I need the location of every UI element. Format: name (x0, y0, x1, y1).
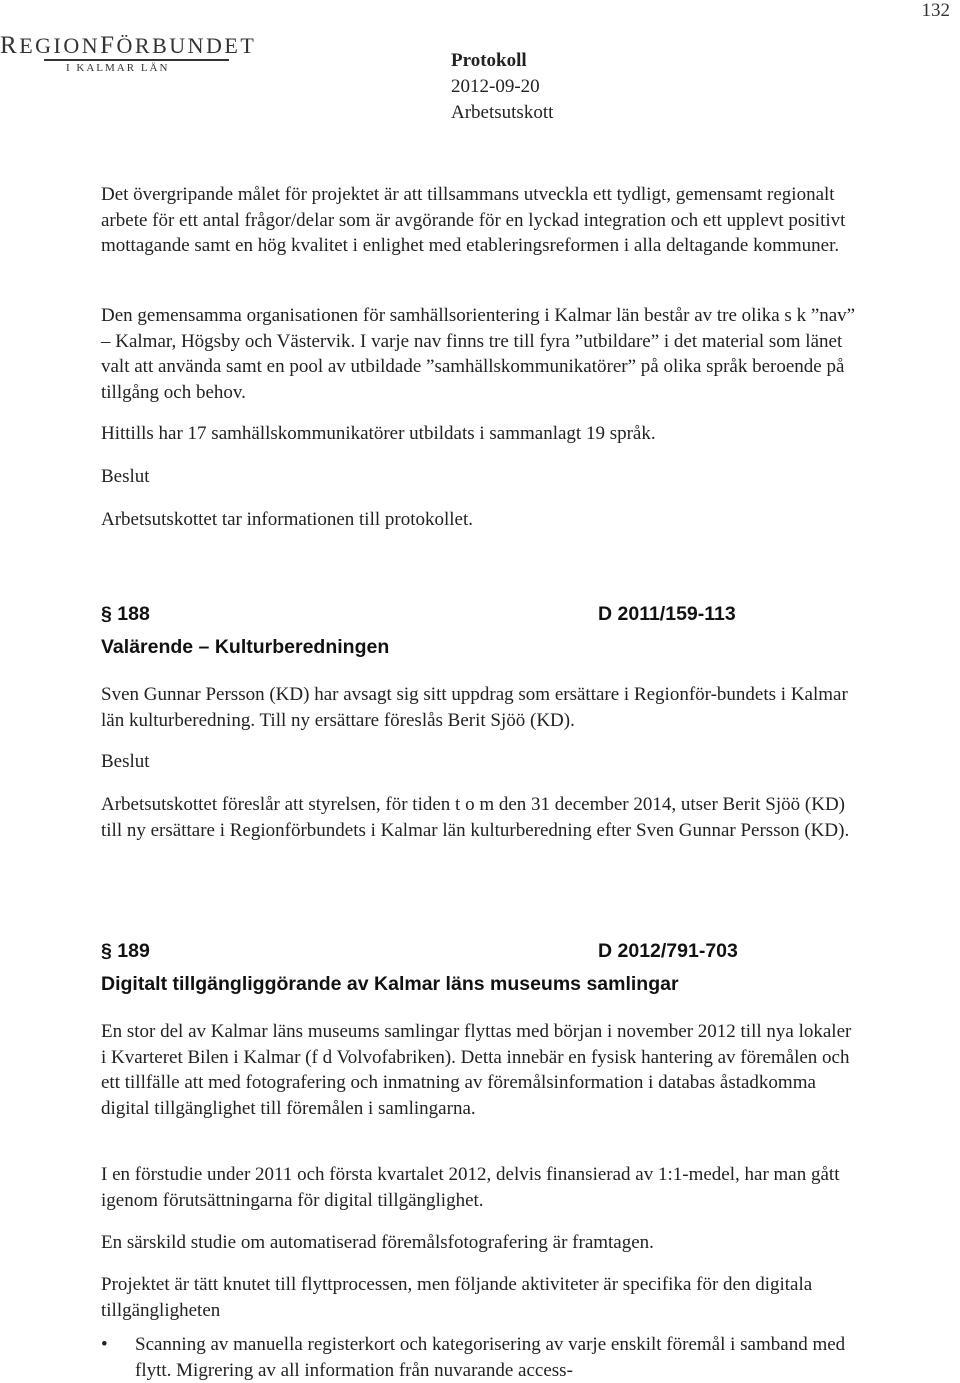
logo-rule (44, 59, 229, 61)
diary-number: D 2011/159-113 (598, 603, 736, 625)
intro-decision: Arbetsutskottet tar informationen till protokollet. (101, 509, 474, 530)
section-number: § 188 (101, 603, 150, 625)
bullet-icon: • (101, 1334, 108, 1355)
section-number: § 189 (101, 940, 150, 962)
beslut-label: Beslut (101, 466, 150, 487)
document-header (451, 48, 553, 126)
section-189-paragraph-prestudy: I en förstudie under 2011 och första kvartalet 2012, delvis finansierad av 1:1-medel, har man gått igenom förutsättningarna för digital tillgänglighet. (101, 1164, 840, 1211)
logo-wordmark: REGIONFÖRBUNDET (0, 32, 257, 59)
section-188-paragraph: Sven Gunnar Persson (KD) har avsagt sig sitt uppdrag som ersättare i Regionför-bundets i Kalmar län kulturberedning. Till ny ersättare föreslås Berit Sjöö (KD). (101, 684, 848, 731)
section-title: Valärende – Kulturberedningen (101, 636, 390, 658)
section-title: Digitalt tillgängliggörande av Kalmar läns museums samlingar (101, 973, 679, 995)
section-189-paragraph-photo: En särskild studie om automatiserad föremålsfotografering är framtagen. (101, 1232, 654, 1253)
section-188-decision: Arbetsutskottet föreslår att styrelsen, för tiden t o m den 31 december 2014, utser Berit Sjöö (KD) till ny ersättare i Regionförbundets i Kalmar län kulturberedning efter Sven Gunnar Persson (KD). (101, 794, 850, 841)
organization-logo (0, 34, 256, 75)
meeting-date: 2012-09-20 (451, 76, 540, 97)
section-189-paragraph-move: En stor del av Kalmar läns museums samlingar flyttas med början i november 2012 till nya lokaler i Kvarteret Bilen i Kalmar (f d Volvofabriken). Detta innebär en fysisk hantering av föremålen och ett tillfälle att med fotografering och inmatning av föremålsinformation i databas åstadkomma digital tillgänglighet till föremålen i samlingarna. (101, 1021, 852, 1119)
diary-number: D 2012/791-703 (598, 940, 738, 962)
page-number: 132 (921, 0, 950, 21)
section-189-paragraph-activities: Projektet är tätt knutet till flyttprocessen, men följande aktiviteter är specifika för den digitala tillgängligheten (101, 1274, 813, 1321)
document-type: Protokoll (451, 50, 527, 71)
beslut-label: Beslut (101, 751, 150, 772)
intro-paragraph-count: Hittills har 17 samhällskommunikatörer utbildats i sammanlagt 19 språk. (101, 423, 656, 444)
list-item-text: Scanning av manuella registerkort och kategorisering av varje enskilt föremål i samband med flytt. Migrering av all information från nuvarande access- (135, 1334, 846, 1381)
intro-paragraph-organisation: Den gemensamma organisationen för samhällsorientering i Kalmar län består av tre olika s k ”nav” – Kalmar, Högsby och Västervik. I varje nav finns tre till fyra ”utbildare” i det material som länet valt att använda samt en pool av utbildade ”samhällskommunikatörer” på olika språk beroende på tillgång och behov. (101, 305, 856, 403)
intro-paragraph-goal: Det övergripande målet för projektet är att tillsammans utveckla ett tydligt, gemensamt regionalt arbete för ett antal frågor/delar som är avgörande för en lyckad integration och ett upplevt positivt mottagande samt en hög kvalitet i enlighet med etableringsreformen i alla deltagande kommuner. (101, 184, 846, 257)
section-189-header (101, 940, 861, 998)
logo-subtitle: I KALMAR LÄN (66, 61, 170, 74)
committee-name: Arbetsutskott (451, 102, 554, 123)
section-188-header (101, 603, 861, 661)
